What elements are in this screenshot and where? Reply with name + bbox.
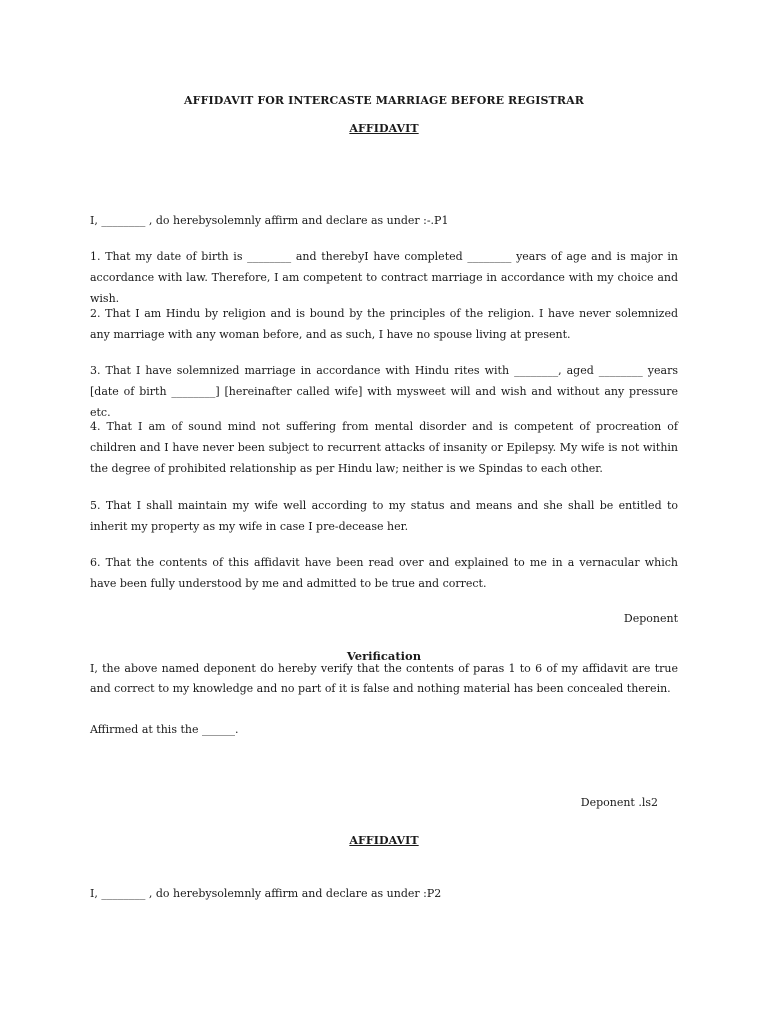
document-title: AFFIDAVIT FOR INTERCASTE MARRIAGE BEFORE REGISTRAR — [184, 94, 584, 107]
paragraph-5: 5. That I shall maintain my wife well according to my status and means and she shall be entitled to inherit my property as my wife in case I pre-decease her. — [90, 499, 678, 533]
paragraph-3: 3. That I have solemnized marriage in accordance with Hindu rites with ________, aged ________ years [date of birth ________] [hereinafter called wife] with mysweet will and wish and without any pressure etc. — [90, 364, 678, 419]
affidavit-heading-2: AFFIDAVIT — [349, 834, 419, 847]
affirmed-line: Affirmed at this the ______. — [90, 723, 239, 736]
deponent-label-2: Deponent .ls2 — [580, 796, 658, 809]
intro-statement: I, ________ , do herebysolemnly affirm and declare as under :-.P1 — [90, 214, 449, 227]
paragraph-2: 2. That I am Hindu by religion and is bound by the principles of the religion. I have never solemnized any marriage with any woman before, and as such, I have no spouse living at present. — [90, 307, 678, 341]
paragraph-4: 4. That I am of sound mind not suffering from mental disorder and is competent of procreation of children and I have never been subject to recurrent attacks of insanity or Epilepsy. My wife is not within the degree of prohibited relationship as per Hindu law; neither is we Spindas to each other. — [90, 420, 678, 475]
verification-text: I, the above named deponent do hereby verify that the contents of paras 1 to 6 of my affidavit are true and correct to my knowledge and no part of it is false and nothing material has been concealed therein. — [90, 662, 678, 695]
verification-heading: Verification — [346, 649, 422, 663]
paragraph-6: 6. That the contents of this affidavit have been read over and explained to me in a vernacular which have been fully understood by me and admitted to be true and correct. — [90, 556, 678, 590]
intro-statement-2: I, ________ , do herebysolemnly affirm and declare as under :P2 — [90, 887, 442, 900]
deponent-label: Deponent — [623, 612, 678, 625]
affidavit-heading: AFFIDAVIT — [349, 122, 419, 135]
paragraph-1: 1. That my date of birth is ________ and therebyI have completed ________ years of age and is major in accordance with law. Therefore, I am competent to contract marriage in accordance with my choice and wish. — [90, 250, 678, 305]
